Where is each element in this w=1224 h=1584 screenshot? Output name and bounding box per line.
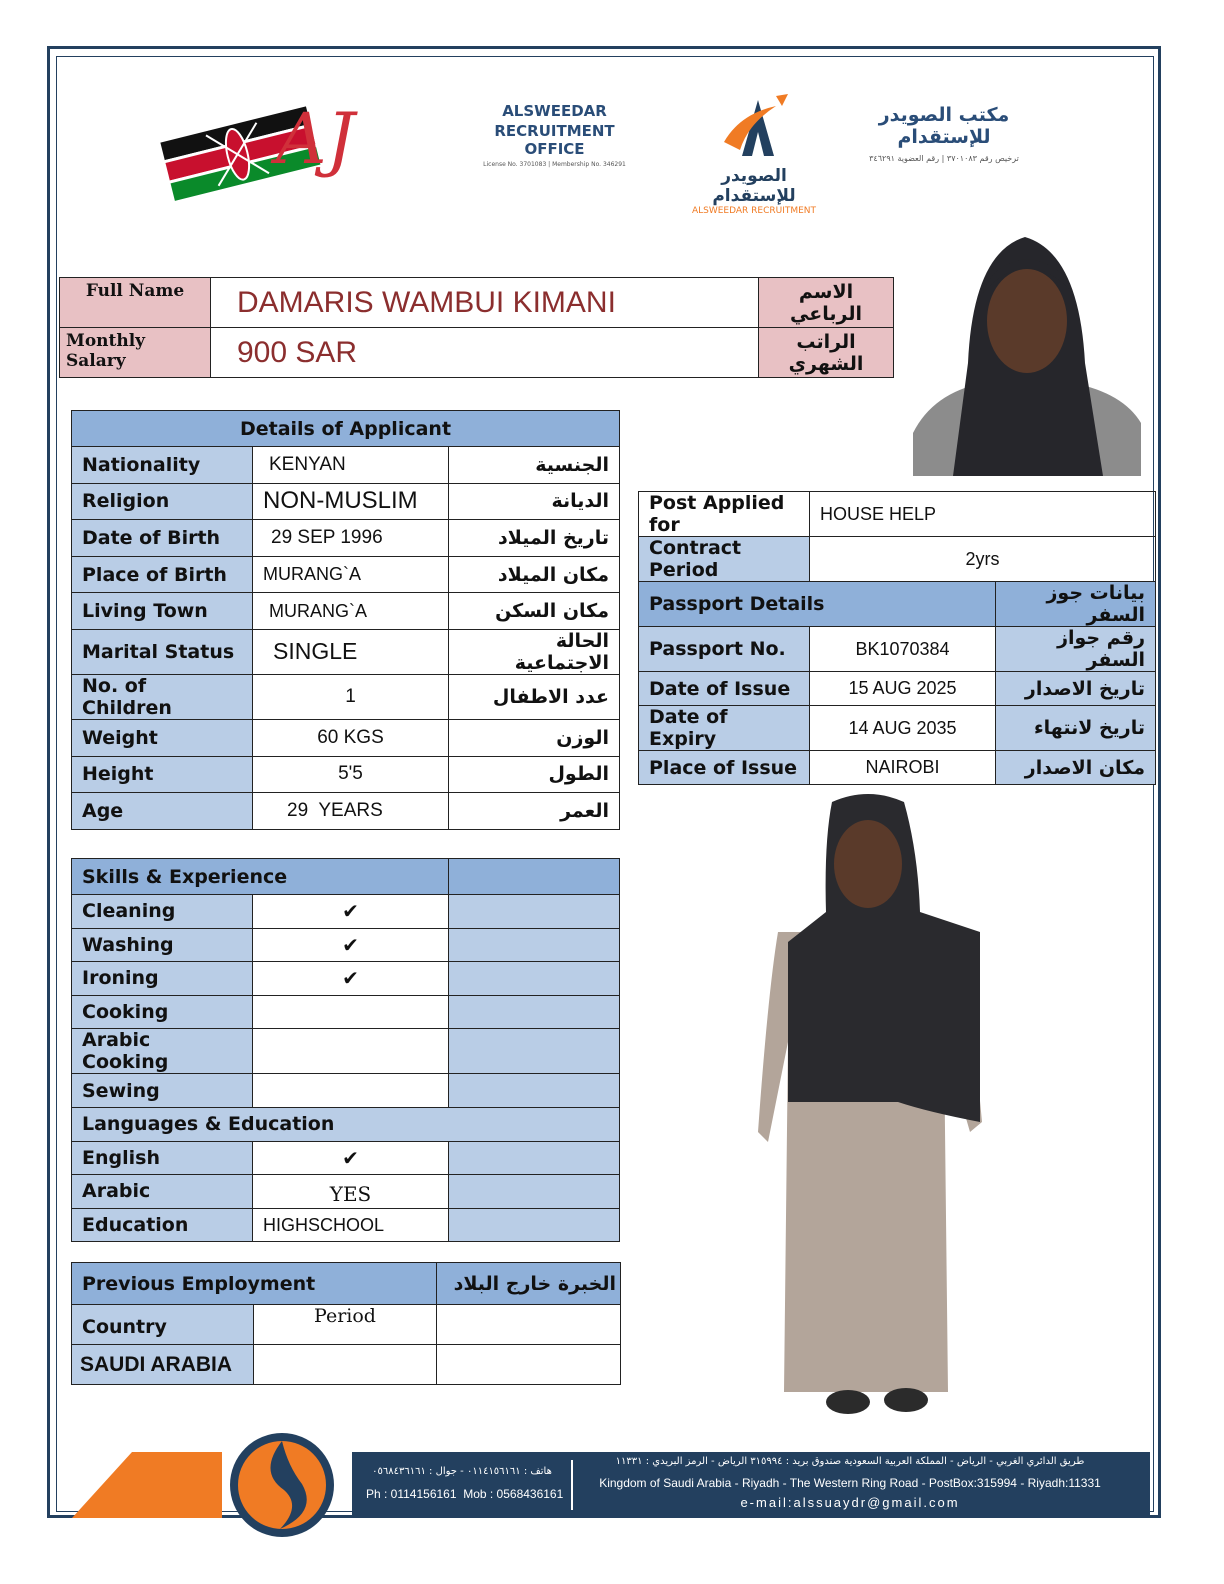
- a-logo-icon: [684, 92, 824, 162]
- language-row: English ✔: [72, 1141, 620, 1175]
- language-row: Arabic YES: [72, 1175, 620, 1209]
- employment-table: [71, 1262, 621, 1385]
- passport-row: Date of Expiry 14 AUG 2035 تاريخ لانتهاء: [639, 706, 1156, 751]
- center-logo: الصويدر للإستقدام ALSWEEDAR RECRUITMENT: [684, 92, 824, 204]
- footer-divider: [571, 1460, 573, 1510]
- skill-row: Washing ✔: [72, 928, 620, 962]
- full-body-photo: [748, 792, 988, 1418]
- post-label: Post Applied for: [639, 492, 810, 537]
- languages-title: Languages & Education: [72, 1107, 620, 1141]
- skill-row: Cooking: [72, 995, 620, 1029]
- detail-row: Height 5'5 الطول: [72, 756, 620, 793]
- skill-row: Arabic Cooking: [72, 1029, 620, 1074]
- full-name-label: Full Name: [60, 278, 211, 328]
- detail-row: Marital Status SINGLE الحالة الاجتماعية: [72, 629, 620, 674]
- detail-row: Place of Birth MURANG`A مكان الميلاد: [72, 556, 620, 593]
- footer-circle-logo: [228, 1432, 336, 1538]
- detail-row: Living Town MURANG`A مكان السكن: [72, 593, 620, 630]
- detail-row: Nationality KENYAN الجنسية: [72, 447, 620, 484]
- full-name-value: DAMARIS WAMBUI KIMANI: [211, 278, 759, 328]
- footer-email[interactable]: e-mail:alssuaydr@gmail.com: [740, 1495, 960, 1510]
- passport-title-ar: بيانات جوز السفر: [996, 582, 1156, 627]
- name-salary-table: [59, 277, 894, 378]
- office-logo-en: ALSWEEDAR RECRUITMENT OFFICE License No. 3701083 | Membership No. 346291: [483, 102, 626, 168]
- employment-title: Previous Employment: [72, 1263, 437, 1305]
- footer-phone-ar: هاتف : ٠١١٤١٥٦١٦١ - جوال : ٠٥٦٨٤٣٦١٦١: [372, 1466, 552, 1477]
- full-name-ar: الاسم الرباعي: [759, 278, 894, 328]
- detail-row: Date of Birth 29 SEP 1996 تاريخ الميلاد: [72, 520, 620, 557]
- footer-phone-en: Ph : 0114156161 Mob : 0568436161: [366, 1487, 564, 1501]
- skills-title: Skills & Experience: [72, 859, 449, 895]
- skill-row: Sewing: [72, 1074, 620, 1108]
- employment-title-ar: الخبرة خارج البلاد: [437, 1263, 621, 1305]
- detail-row: Age 29 YEARS العمر: [72, 793, 620, 830]
- checkmark-icon: ✔: [253, 1141, 449, 1175]
- contract-value: 2yrs: [810, 537, 1156, 582]
- details-title: Details of Applicant: [72, 411, 620, 447]
- detail-row: Weight 60 KGS الوزن: [72, 719, 620, 756]
- period-label: Period: [254, 1305, 437, 1345]
- country-value: SAUDI ARABIA: [72, 1345, 254, 1385]
- footer-address-en: Kingdom of Saudi Arabia - Riyadh - The Western Ring Road - PostBox:315994 - Riyadh:11331: [599, 1476, 1101, 1490]
- details-table: [71, 410, 620, 830]
- footer-address-ar: طريق الدائري الغربي - الرياض - المملكة العربية السعودية صندوق بريد : ٣١٥٩٩٤ الرياض - الرمز البريدي : ١١٣٣١: [615, 1456, 1085, 1467]
- portrait-photo: [913, 233, 1141, 476]
- passport-row: Place of Issue NAIROBI مكان الاصدار: [639, 751, 1156, 785]
- checkmark-icon: ✔: [253, 962, 449, 996]
- language-row: Education HIGHSCHOOL: [72, 1208, 620, 1242]
- office-logo-ar: مكتب الصويدر للإستقدام ترخيص رقم ٣٧٠١٠٨٣ | رقم العضوية ٣٤٦٢٩١: [869, 104, 1019, 163]
- monthly-salary-label: Monthly Salary: [60, 328, 211, 378]
- detail-row: No. of Children 1 عدد الاطفال: [72, 674, 620, 719]
- aj-logo: [158, 88, 373, 206]
- skill-row: Ironing ✔: [72, 962, 620, 996]
- monthly-salary-ar: الراتب الشهري: [759, 328, 894, 378]
- checkmark-icon: ✔: [253, 928, 449, 962]
- monthly-salary-value: 900 SAR: [211, 328, 759, 378]
- skill-row: Cleaning ✔: [72, 895, 620, 929]
- detail-row: Religion NON-MUSLIM الديانة: [72, 483, 620, 520]
- checkmark-icon: ✔: [253, 895, 449, 929]
- aj-text: AJ: [276, 98, 355, 180]
- post-value: HOUSE HELP: [810, 492, 1156, 537]
- contract-label: Contract Period: [639, 537, 810, 582]
- passport-row: Date of Issue 15 AUG 2025 تاريخ الاصدار: [639, 672, 1156, 706]
- skills-table: [71, 858, 620, 1242]
- passport-row: Passport No. BK1070384 رقم جواز السفر: [639, 627, 1156, 672]
- circle-logo-icon: [228, 1432, 336, 1538]
- country-label: Country: [72, 1305, 254, 1345]
- post-passport-table: [638, 491, 1156, 785]
- passport-title: Passport Details: [639, 582, 996, 627]
